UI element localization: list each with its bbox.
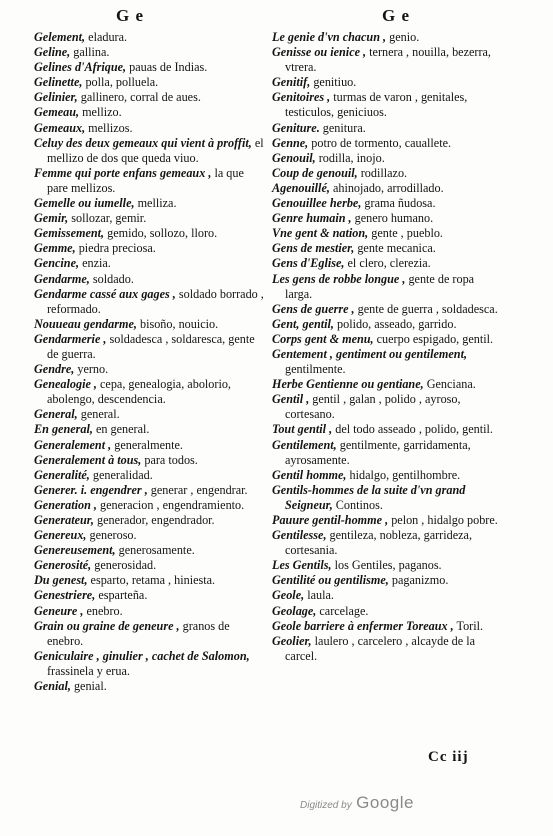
entry-translation: los Gentiles, paganos. xyxy=(331,558,442,573)
dictionary-entry xyxy=(272,438,500,468)
entry-headword: Genne, xyxy=(272,135,309,150)
entry-headword: Geniculaire , ginulier , cachet de Salomon, xyxy=(34,648,250,663)
dictionary-entry xyxy=(34,513,266,528)
entry-translation: granos de enebro. xyxy=(47,618,230,648)
dictionary-entry xyxy=(272,513,500,528)
entry-translation: soldadesca , soldaresca, gente de guerra. xyxy=(47,331,255,361)
entry-translation: eladura. xyxy=(85,30,128,44)
dictionary-entry xyxy=(272,483,500,513)
entry-headword: Le genie d'vn chacun , xyxy=(272,30,387,44)
dictionary-entry xyxy=(34,287,266,317)
dictionary-entry xyxy=(34,498,266,513)
entry-translation: soldado borrado , reformado. xyxy=(47,286,264,316)
entry-translation: rodillazo. xyxy=(357,165,408,180)
entry-headword: Genereusement, xyxy=(34,543,116,558)
dictionary-entry xyxy=(272,181,500,196)
entry-translation: en general. xyxy=(92,422,150,437)
entry-headword: Gemir, xyxy=(34,211,69,226)
dictionary-entry xyxy=(34,256,266,271)
entry-headword: Geniture. xyxy=(272,120,320,135)
dictionary-entry xyxy=(272,196,500,211)
entry-headword: Geline, xyxy=(34,45,71,60)
entry-headword: Genouillee herbe, xyxy=(272,196,362,211)
dictionary-entry xyxy=(272,256,500,271)
dictionary-entry xyxy=(34,483,266,498)
entry-headword: Corps gent & menu, xyxy=(272,331,374,346)
signature-mark: Cc iij xyxy=(428,749,469,765)
entry-headword: Gens de mestier, xyxy=(272,241,355,256)
dictionary-entry xyxy=(272,166,500,181)
left-column xyxy=(34,30,266,694)
dictionary-entry xyxy=(272,528,500,558)
entry-headword: Coup de genouil, xyxy=(272,165,358,180)
entry-translation: generosamente. xyxy=(115,543,195,558)
entry-headword: Gendarme, xyxy=(34,271,90,286)
dictionary-entry xyxy=(272,30,500,45)
entry-translation: pelon , hidalgo pobre. xyxy=(388,513,498,527)
entry-translation: gemido, sollozo, lloro. xyxy=(104,226,218,241)
entry-headword: Gelines d'Afrique, xyxy=(34,60,127,75)
entry-headword: Generer. i. engendrer , xyxy=(34,482,148,497)
entry-translation: mellizos. xyxy=(85,120,133,135)
dictionary-entry xyxy=(34,528,266,543)
entry-headword: Generation , xyxy=(34,497,97,512)
entry-headword: Gelement, xyxy=(34,30,86,44)
right-running-head: G e xyxy=(382,6,411,25)
entry-translation: cepa, genealogia, abolorio, abolengo, descendencia. xyxy=(47,377,231,407)
entry-headword: Celuy des deux gemeaux qui vient à proffit, xyxy=(34,135,252,150)
entry-headword: Genial, xyxy=(34,679,71,694)
dictionary-entry xyxy=(34,407,266,422)
entry-headword: Du genest, xyxy=(34,573,88,588)
dictionary-entry xyxy=(272,317,500,332)
dictionary-entry xyxy=(272,226,500,241)
entry-headword: En general, xyxy=(34,422,93,437)
dictionary-entry xyxy=(34,362,266,377)
entry-headword: Gencine, xyxy=(34,256,80,271)
entry-translation: yerno. xyxy=(74,362,109,377)
entry-headword: Gendarme cassé aux gages , xyxy=(34,286,176,301)
entry-translation: pauas de Indias. xyxy=(126,60,208,75)
dictionary-entry xyxy=(34,679,266,694)
dictionary-entry xyxy=(272,634,500,664)
dictionary-entry xyxy=(272,468,500,483)
entry-translation: genero humano. xyxy=(351,211,434,226)
entry-translation: frassinela y erua. xyxy=(47,663,130,678)
entry-headword: Genestriere, xyxy=(34,588,96,603)
entry-headword: Gentil , xyxy=(272,392,310,407)
entry-headword: Geole barriere à enfermer Toreaux , xyxy=(272,618,454,633)
entry-translation: grama ñudosa. xyxy=(361,196,436,211)
entry-headword: Pauure gentil-homme , xyxy=(272,513,389,527)
digitized-by-watermark xyxy=(300,793,414,813)
entry-headword: Gentilesse, xyxy=(272,528,327,543)
entry-headword: Generateur, xyxy=(34,513,94,527)
entry-headword: Gendre, xyxy=(34,362,75,377)
entry-headword: Genouil, xyxy=(272,150,316,165)
entry-translation: hidalgo, gentilhombre. xyxy=(346,467,461,482)
entry-headword: Genisse ou ienice , xyxy=(272,45,367,60)
entry-headword: Generalement , xyxy=(34,437,112,452)
entry-translation: generacion , engendramiento. xyxy=(96,497,245,512)
entry-translation: laula. xyxy=(304,588,334,603)
entry-translation: soldado. xyxy=(89,271,134,286)
entry-headword: Les Gentils, xyxy=(272,558,332,573)
entry-translation: mellizo. xyxy=(79,105,122,120)
dictionary-entry xyxy=(272,619,500,634)
dictionary-entry xyxy=(272,121,500,136)
google-logo: Google xyxy=(356,793,414,812)
dictionary-entry xyxy=(272,332,500,347)
entry-headword: Les gens de robbe longue , xyxy=(272,271,406,286)
dictionary-entry xyxy=(272,422,500,437)
entry-translation: generador, engendrador. xyxy=(93,513,215,527)
entry-translation: paganizmo. xyxy=(388,573,449,588)
dictionary-entry xyxy=(34,573,266,588)
entry-translation: del todo asseado , polido, gentil. xyxy=(332,422,493,437)
entry-headword: Gens de guerre , xyxy=(272,301,355,316)
entry-headword: Genealogie , xyxy=(34,377,97,392)
entry-headword: Gens d'Eglise, xyxy=(272,256,345,271)
entry-headword: Genre humain , xyxy=(272,211,352,226)
entry-translation: generalmente. xyxy=(111,437,183,452)
dictionary-entry xyxy=(272,392,500,422)
entry-headword: Gemissement, xyxy=(34,226,105,241)
entry-translation: genial. xyxy=(70,679,107,694)
dictionary-entry xyxy=(34,121,266,136)
dictionary-entry xyxy=(34,422,266,437)
entry-headword: Gentil homme, xyxy=(272,467,347,482)
dictionary-entry xyxy=(34,649,266,679)
entry-headword: Gent, gentil, xyxy=(272,316,334,331)
entry-headword: Gelinette, xyxy=(34,75,83,90)
entry-headword: Gentilité ou gentilisme, xyxy=(272,573,389,588)
dictionary-entry xyxy=(272,302,500,317)
dictionary-entry xyxy=(34,136,266,166)
entry-headword: Nouueau gendarme, xyxy=(34,316,137,331)
entry-headword: Femme qui porte enfans gemeaux , xyxy=(34,165,212,180)
dictionary-entry xyxy=(34,272,266,287)
left-running-head: G e xyxy=(116,6,145,25)
entry-translation: gente mecanica. xyxy=(354,241,436,256)
dictionary-entry xyxy=(34,453,266,468)
right-column xyxy=(272,30,500,664)
entry-translation: general. xyxy=(77,407,120,422)
entry-translation: gallina. xyxy=(70,45,110,60)
dictionary-entry xyxy=(34,30,266,45)
entry-translation: polla, polluela. xyxy=(82,75,159,90)
entry-translation: carcelage. xyxy=(316,603,369,618)
dictionary-entry xyxy=(272,588,500,603)
entry-headword: Vne gent & nation, xyxy=(272,226,369,241)
entry-translation: gentil , galan , polido , ayroso, cortesano. xyxy=(285,392,461,422)
entry-translation: gentilmente. xyxy=(285,362,346,377)
dictionary-entry xyxy=(272,90,500,120)
entry-headword: Genitoires , xyxy=(272,90,331,105)
entry-translation: sollozar, gemir. xyxy=(68,211,147,226)
entry-headword: Gemeau, xyxy=(34,105,80,120)
entry-headword: Geolage, xyxy=(272,603,317,618)
entry-headword: Gemeaux, xyxy=(34,120,86,135)
entry-translation: potro de tormento, cauallete. xyxy=(308,135,452,150)
entry-headword: Grain ou graine de geneure , xyxy=(34,618,180,633)
entry-translation: genitura. xyxy=(319,120,366,135)
entry-translation: generoso. xyxy=(86,528,137,543)
dictionary-entry xyxy=(34,588,266,603)
entry-headword: Generosité, xyxy=(34,558,92,573)
dictionary-entry xyxy=(34,468,266,483)
entry-translation: gentileza, nobleza, garrideza, cortesania. xyxy=(285,528,472,558)
dictionary-entry xyxy=(272,75,500,90)
dictionary-entry xyxy=(272,573,500,588)
entry-translation: bisoño, nouicio. xyxy=(136,316,219,331)
dictionary-entry xyxy=(34,241,266,256)
digitized-by-text: Digitized by xyxy=(300,800,352,811)
entry-translation: enebro. xyxy=(83,603,123,618)
entry-translation: gallinero, corral de aues. xyxy=(77,90,201,105)
entry-translation: gente , pueblo. xyxy=(368,226,443,241)
entry-headword: Geneure , xyxy=(34,603,84,618)
entry-translation: polido, asseado, garrido. xyxy=(333,316,457,331)
entry-translation: piedra preciosa. xyxy=(75,241,156,256)
entry-translation: genio. xyxy=(386,30,420,44)
dictionary-entry xyxy=(272,45,500,75)
entry-translation: el mellizo de dos que queda viuo. xyxy=(47,135,264,165)
dictionary-entry xyxy=(34,377,266,407)
entry-translation: el clero, clerezia. xyxy=(344,256,431,271)
dictionary-entry xyxy=(272,272,500,302)
entry-translation: generar , engendrar. xyxy=(147,482,248,497)
entry-translation: gentilmente, garridamenta, ayrosamente. xyxy=(285,437,471,467)
entry-translation: para todos. xyxy=(141,452,198,467)
entry-headword: Generalement à tous, xyxy=(34,452,142,467)
dictionary-entry xyxy=(34,75,266,90)
dictionary-entry xyxy=(34,105,266,120)
entry-translation: rodilla, inojo. xyxy=(315,150,385,165)
dictionary-entry xyxy=(272,377,500,392)
entry-translation: esparteña. xyxy=(95,588,148,603)
entry-translation: gente de ropa larga. xyxy=(285,271,475,301)
entry-headword: Generalité, xyxy=(34,467,90,482)
dictionary-entry xyxy=(34,558,266,573)
entry-headword: Gemme, xyxy=(34,241,76,256)
entry-translation: cuerpo espigado, gentil. xyxy=(373,331,494,346)
entry-translation: generosidad. xyxy=(91,558,157,573)
entry-translation: melliza. xyxy=(134,196,177,211)
entry-headword: Gendarmerie , xyxy=(34,331,107,346)
entry-translation: enzia. xyxy=(79,256,111,271)
entry-headword: Gentilement, xyxy=(272,437,337,452)
entry-headword: Gelinier, xyxy=(34,90,78,105)
dictionary-entry xyxy=(34,60,266,75)
entry-translation: laulero , carcelero , alcayde de la carcel. xyxy=(285,633,476,663)
entry-headword: Tout gentil , xyxy=(272,422,333,437)
dictionary-entry xyxy=(34,438,266,453)
entry-translation: gente de guerra , soldadesca. xyxy=(354,301,498,316)
entry-translation: ternera , nouilla, bezerra, vtrera. xyxy=(285,45,491,75)
entry-translation: Genciana. xyxy=(423,377,476,392)
dictionary-entry xyxy=(272,211,500,226)
dictionary-entry xyxy=(34,196,266,211)
dictionary-entry xyxy=(34,211,266,226)
entry-translation: esparto, retama , hiniesta. xyxy=(87,573,216,588)
entry-translation: genitiuo. xyxy=(310,75,357,90)
entry-headword: Gentement , gentiment ou gentilement, xyxy=(272,346,467,361)
entry-translation: la que pare mellizos. xyxy=(47,165,244,195)
entry-headword: Agenouillé, xyxy=(272,180,330,195)
entry-translation: ahinojado, arrodillado. xyxy=(329,180,444,195)
entry-translation: Toril. xyxy=(453,618,484,633)
entry-headword: Geole, xyxy=(272,588,305,603)
entry-translation: Continos. xyxy=(332,497,383,512)
entry-headword: Gentils-hommes de la suite d'vn grand Seigneur, xyxy=(272,482,466,512)
entry-headword: Herbe Gentienne ou gentiane, xyxy=(272,377,424,392)
entry-headword: General, xyxy=(34,407,78,422)
dictionary-entry xyxy=(34,90,266,105)
dictionary-entry xyxy=(34,332,266,362)
dictionary-entry xyxy=(34,226,266,241)
dictionary-entry xyxy=(272,151,500,166)
dictionary-entry xyxy=(34,45,266,60)
dictionary-entry xyxy=(34,166,266,196)
entry-translation: turmas de varon , genitales, testiculos, geniciuos. xyxy=(285,90,468,120)
dictionary-entry xyxy=(272,241,500,256)
dictionary-entry xyxy=(272,136,500,151)
entry-headword: Genereux, xyxy=(34,528,87,543)
dictionary-entry xyxy=(272,347,500,377)
entry-headword: Genitif, xyxy=(272,75,311,90)
entry-headword: Geolier, xyxy=(272,633,312,648)
dictionary-entry xyxy=(34,604,266,619)
entry-headword: Gemelle ou iumelle, xyxy=(34,196,135,211)
dictionary-entry xyxy=(34,619,266,649)
dictionary-entry xyxy=(34,543,266,558)
dictionary-entry xyxy=(272,604,500,619)
entry-translation: generalidad. xyxy=(89,467,153,482)
dictionary-entry xyxy=(34,317,266,332)
dictionary-entry xyxy=(272,558,500,573)
